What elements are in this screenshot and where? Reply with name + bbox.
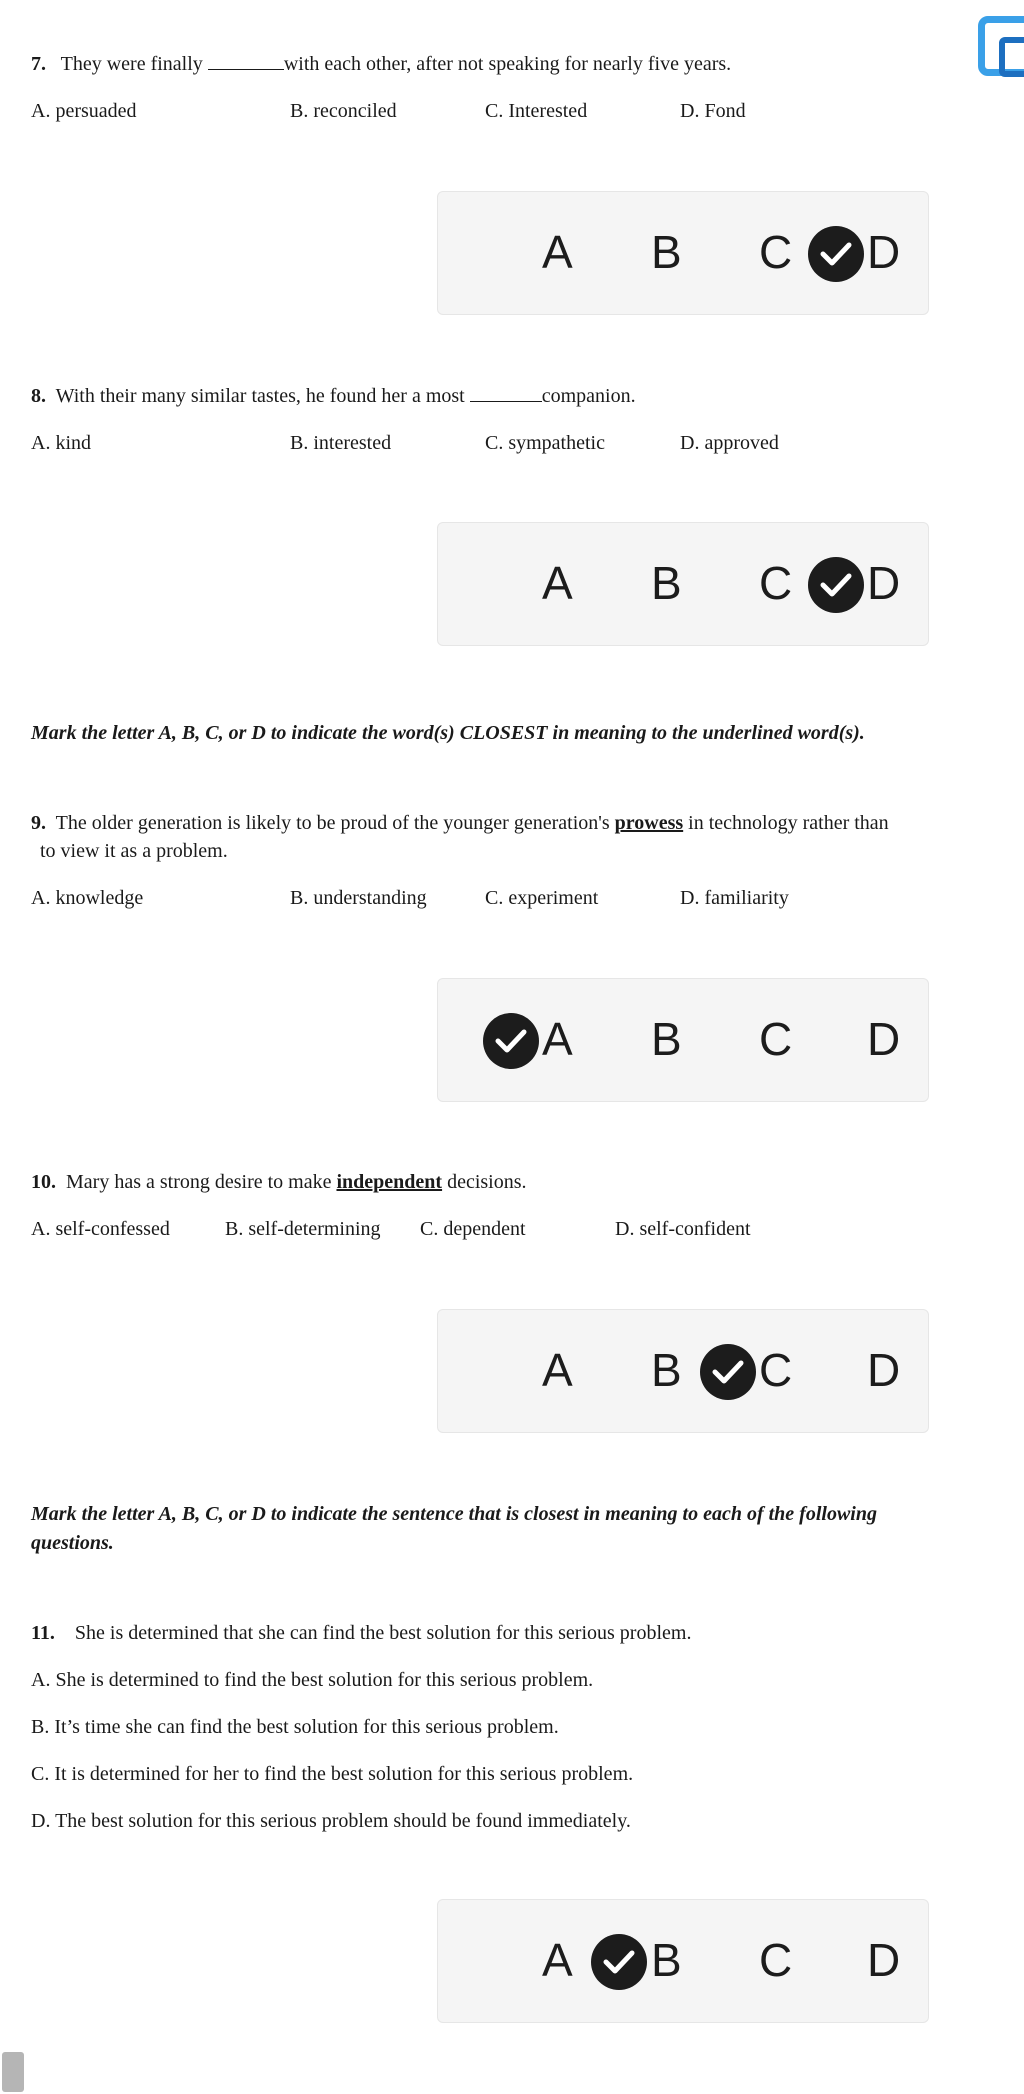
q10-option-b: B. self-determining xyxy=(225,1218,381,1240)
q9-option-d: D. familiarity xyxy=(680,887,789,909)
q9-option-b: B. understanding xyxy=(290,887,427,909)
q11-option-d: D. The best solution for this serious problem should be found immediately. xyxy=(31,1810,631,1832)
instruction-closest-meaning: Mark the letter A, B, C, or D to indicate the word(s) CLOSEST in meaning to the underlined word(s). xyxy=(31,722,865,744)
q8-answer-box xyxy=(437,522,929,646)
blank xyxy=(208,51,284,70)
q11-answer-d[interactable]: D xyxy=(867,1934,901,1986)
check-circle-icon xyxy=(591,1934,647,1990)
q8-answer-a[interactable]: A xyxy=(542,557,573,609)
scroll-handle[interactable] xyxy=(2,2052,24,2092)
check-circle-icon xyxy=(808,557,864,613)
q11-option-a: A. She is determined to find the best solution for this serious problem. xyxy=(31,1669,594,1691)
underlined-word: prowess xyxy=(614,812,684,834)
q11-answer-b[interactable]: B xyxy=(651,1934,682,1986)
q11-answer-c[interactable]: C xyxy=(759,1934,793,1986)
q11-option-c: C. It is determined for her to find the best solution for this serious problem. xyxy=(31,1763,634,1785)
question-7: 7. They were finally with each other, after not speaking for nearly five years. xyxy=(31,53,732,75)
q9-answer-a[interactable]: A xyxy=(542,1013,573,1065)
blank xyxy=(470,383,542,402)
question-8: 8. With their many similar tastes, he found her a most companion. xyxy=(31,385,636,407)
q8-option-c: C. sympathetic xyxy=(485,432,605,454)
q8-option-d: D. approved xyxy=(680,432,779,454)
window-icon[interactable] xyxy=(978,16,1024,76)
q7-option-b: B. reconciled xyxy=(290,100,397,122)
q9-option-c: C. experiment xyxy=(485,887,599,909)
q10-answer-c[interactable]: C xyxy=(759,1344,793,1396)
q9-option-a: A. knowledge xyxy=(31,887,144,909)
q7-answer-a[interactable]: A xyxy=(542,226,573,278)
q10-answer-b[interactable]: B xyxy=(651,1344,682,1396)
q7-option-d: D. Fond xyxy=(680,100,746,122)
q9-answer-c[interactable]: C xyxy=(759,1013,793,1065)
instruction-sentence-meaning-line2: questions. xyxy=(31,1532,114,1554)
q11-answer-box xyxy=(437,1899,929,2023)
check-circle-icon xyxy=(700,1344,756,1400)
q7-option-c: C. Interested xyxy=(485,100,588,122)
q7-answer-b[interactable]: B xyxy=(651,226,682,278)
q9-answer-box xyxy=(437,978,929,1102)
q10-option-a: A. self-confessed xyxy=(31,1218,170,1240)
q10-answer-a[interactable]: A xyxy=(542,1344,573,1396)
q10-option-d: D. self-confident xyxy=(615,1218,751,1240)
q11-option-b: B. It’s time she can find the best solution for this serious problem. xyxy=(31,1716,559,1738)
question-11: 11. She is determined that she can find the best solution for this serious problem. xyxy=(31,1622,692,1644)
check-circle-icon xyxy=(483,1013,539,1069)
q8-answer-c[interactable]: C xyxy=(759,557,793,609)
q10-answer-d[interactable]: D xyxy=(867,1344,901,1396)
q8-answer-b[interactable]: B xyxy=(651,557,682,609)
question-9: 9. The older generation is likely to be proud of the younger generation's prowess in technology rather than xyxy=(31,812,889,834)
check-circle-icon xyxy=(808,226,864,282)
q9-answer-b[interactable]: B xyxy=(651,1013,682,1065)
q7-option-a: A. persuaded xyxy=(31,100,137,122)
instruction-sentence-meaning: Mark the letter A, B, C, or D to indicate the sentence that is closest in meaning to each of the following xyxy=(31,1503,877,1525)
q7-answer-d[interactable]: D xyxy=(867,226,901,278)
q7-answer-box xyxy=(437,191,929,315)
q8-option-a: A. kind xyxy=(31,432,91,454)
q10-answer-box xyxy=(437,1309,929,1433)
question-9-line2: to view it as a problem. xyxy=(40,840,228,862)
q10-option-c: C. dependent xyxy=(420,1218,526,1240)
q8-option-b: B. interested xyxy=(290,432,392,454)
question-10: 10. Mary has a strong desire to make independent decisions. xyxy=(31,1171,527,1193)
q9-answer-d[interactable]: D xyxy=(867,1013,901,1065)
q8-answer-d[interactable]: D xyxy=(867,557,901,609)
q11-answer-a[interactable]: A xyxy=(542,1934,573,1986)
q7-answer-c[interactable]: C xyxy=(759,226,793,278)
underlined-word: independent xyxy=(336,1171,443,1193)
